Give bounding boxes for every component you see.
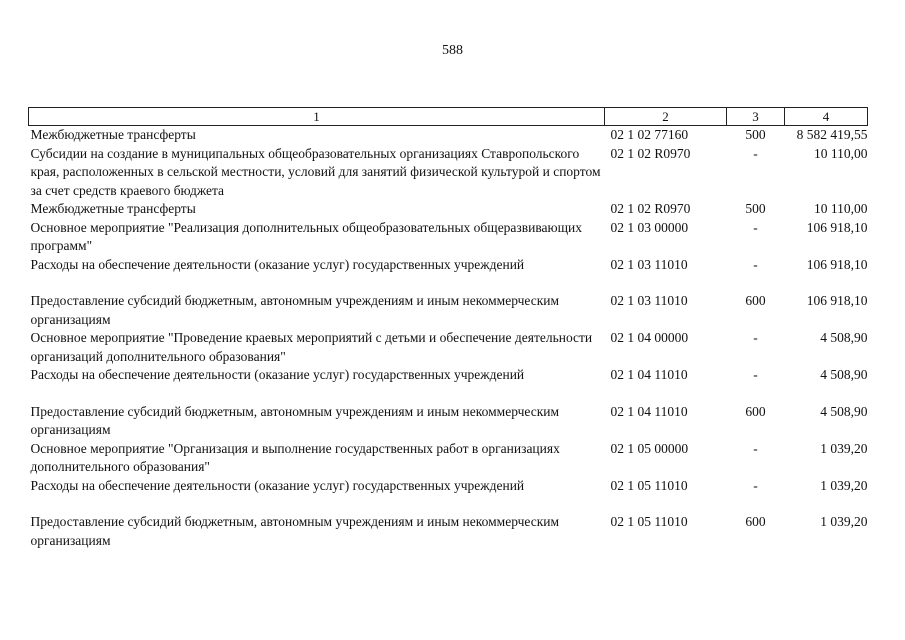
row-name-cell: Основное мероприятие "Реализация дополнительных общеобразовательных общеразвивающих программ"	[30, 219, 583, 253]
row-code-cell: 02 1 03 11010	[610, 293, 688, 308]
row-amount-cell: 10 110,00	[814, 145, 868, 161]
row-kind-cell: -	[753, 330, 758, 345]
row-name-cell: Основное мероприятие "Организация и выполнение государственных работ в организациях дополнительного образования"	[30, 440, 560, 474]
budget-table	[28, 107, 868, 550]
table-body	[29, 126, 868, 551]
row-kind-cell: 500	[745, 201, 766, 216]
row-name-cell: Предоставление субсидий бюджетным, автономным учреждениям и иным некоммерческим организациям	[30, 293, 560, 327]
row-code-cell: 02 1 02 R0970	[610, 145, 691, 161]
row-amount-cell: 1 039,20	[820, 514, 868, 529]
table-row	[29, 292, 868, 329]
row-kind-cell: 600	[745, 514, 766, 529]
row-name-cell: Субсидии на создание в муниципальных общеобразовательных организациях Ставропольского края, расположенных в сельской местности, условий для занятий физической культурой и спортом за счет средств краевого бюджета	[30, 145, 601, 198]
row-amount-cell: 106 918,10	[806, 293, 868, 308]
row-code-cell: 02 1 05 00000	[610, 440, 689, 456]
table-row	[29, 200, 868, 219]
table-row	[29, 126, 868, 145]
row-code-cell: 02 1 05 11010	[610, 477, 688, 493]
row-amount-cell: 106 918,10	[806, 219, 868, 235]
row-code-cell: 02 1 05 11010	[610, 514, 688, 529]
header-cell-3: 3	[727, 108, 785, 126]
row-name-cell: Расходы на обеспечение деятельности (оказание услуг) государственных учреждений	[30, 367, 525, 382]
row-kind-cell: 600	[745, 293, 766, 308]
row-code-cell: 02 1 03 11010	[610, 256, 688, 272]
table-header	[29, 108, 868, 126]
row-kind-cell: 600	[745, 403, 766, 419]
row-kind-cell: -	[753, 256, 758, 272]
row-amount-cell: 4 508,90	[820, 367, 868, 382]
row-name-cell: Расходы на обеспечение деятельности (оказание услуг) государственных учреждений	[30, 256, 525, 272]
row-amount-cell: 4 508,90	[820, 403, 868, 419]
table-row	[29, 219, 868, 256]
row-code-cell: 02 1 04 11010	[610, 403, 688, 419]
row-kind-cell: -	[753, 367, 758, 382]
row-amount-cell: 106 918,10	[806, 256, 868, 272]
header-cell-4: 4	[785, 108, 868, 126]
row-code-cell: 02 1 03 00000	[610, 219, 689, 235]
row-kind-cell: -	[753, 440, 758, 456]
row-code-cell: 02 1 04 11010	[610, 367, 688, 382]
row-code-cell: 02 1 04 00000	[610, 330, 689, 345]
table-row	[29, 145, 868, 201]
header-cell-1: 1	[29, 108, 605, 126]
table-row	[29, 477, 868, 514]
row-name-cell: Межбюджетные трансферты	[30, 201, 196, 216]
row-name-cell: Предоставление субсидий бюджетным, автономным учреждениям и иным некоммерческим организациям	[30, 514, 560, 548]
row-kind-cell: -	[753, 477, 758, 493]
row-amount-cell: 10 110,00	[814, 201, 868, 216]
row-kind-cell: -	[753, 219, 758, 235]
header-cell-2: 2	[605, 108, 727, 126]
row-name-cell: Предоставление субсидий бюджетным, автономным учреждениям и иным некоммерческим организациям	[30, 403, 560, 437]
row-kind-cell: 500	[745, 127, 766, 142]
row-amount-cell: 8 582 419,55	[796, 127, 868, 142]
header-row	[29, 108, 868, 126]
row-amount-cell: 1 039,20	[820, 440, 868, 456]
page-number: 588	[442, 43, 463, 58]
table-row	[29, 440, 868, 477]
row-amount-cell: 1 039,20	[820, 477, 868, 493]
row-name-cell: Расходы на обеспечение деятельности (оказание услуг) государственных учреждений	[30, 477, 525, 493]
table-row	[29, 366, 868, 403]
row-kind-cell: -	[753, 145, 758, 161]
row-code-cell: 02 1 02 R0970	[610, 201, 691, 216]
row-name-cell: Основное мероприятие "Проведение краевых мероприятий с детьми и обеспечение деятельности организаций дополнительного образования"	[30, 330, 593, 364]
row-amount-cell: 4 508,90	[820, 330, 868, 345]
row-name-cell: Межбюджетные трансферты	[30, 127, 196, 142]
table-row	[29, 329, 868, 366]
table-row	[29, 403, 868, 440]
row-code-cell: 02 1 02 77160	[610, 127, 689, 142]
table-row	[29, 256, 868, 293]
table-row	[29, 513, 868, 550]
